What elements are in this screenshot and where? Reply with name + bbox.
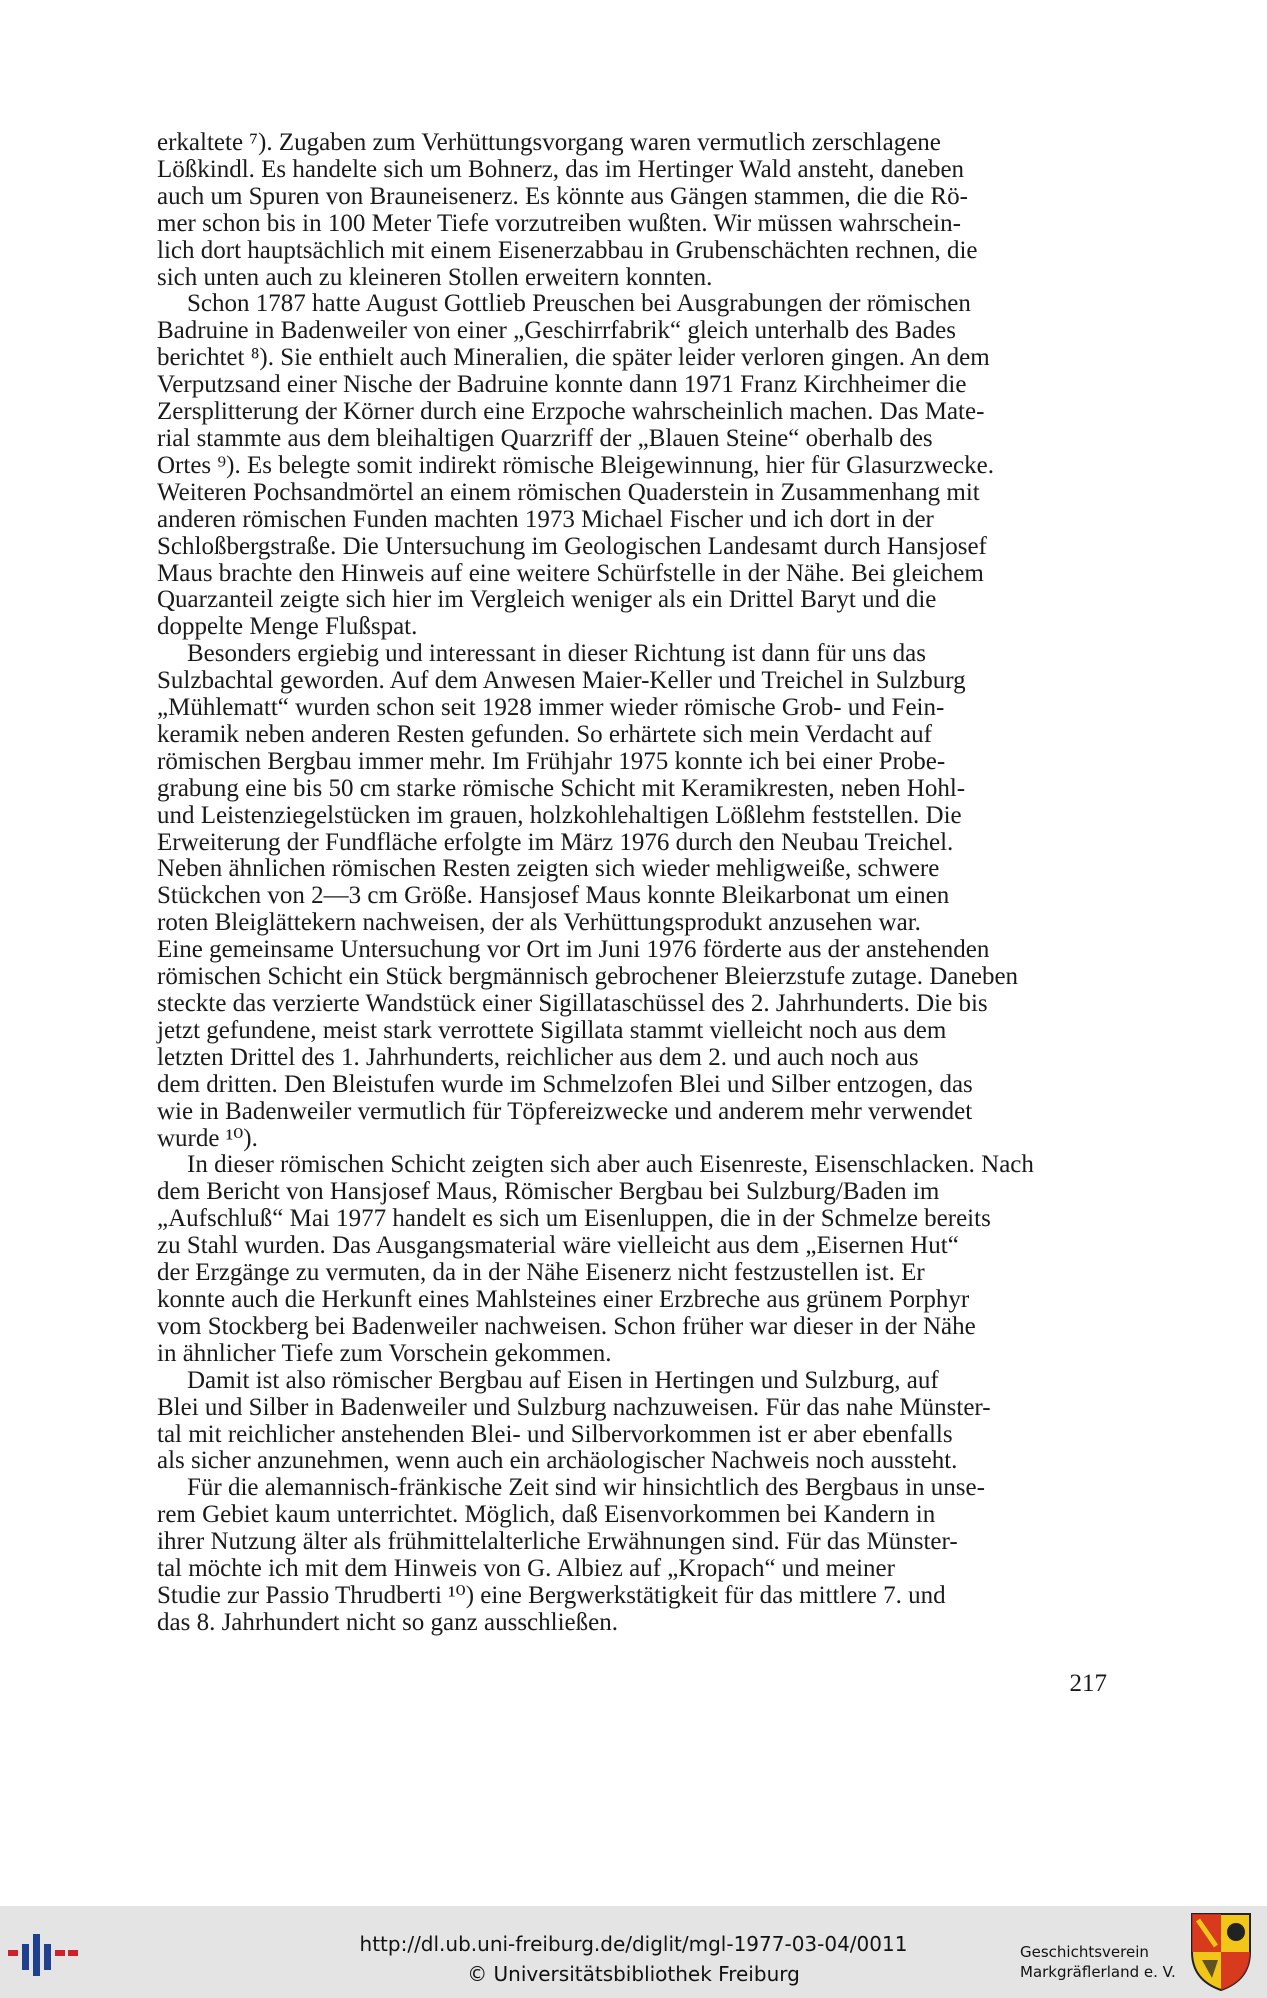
paragraph-1: erkaltete ⁷). Zugaben zum Verhüttungsvorgang waren vermutlich zerschlagene Lößkindl. Es handelte sich um Bohnerz, das im Hertinger Wald ansteht, daneben auch um Spuren von Brauneisenerz. Es könnte aus Gängen stammen, die die Rö- mer schon bis in 100 Meter Tiefe vorzutreiben wußten. Wir müssen wahrschein- lich dort hauptsächlich mit einem Eisenerzabbau in Grubenschächten rechnen, die sich unten auch zu kleineren Stollen erweitern konnten. bbox=[157, 129, 978, 291]
society-name-line-2: Markgräflerland e. V. bbox=[1020, 1963, 1176, 1981]
paragraph-2: Schon 1787 hatte August Gottlieb Preuschen bei Ausgrabungen der römischen Badruine in Badenweiler von einer „Geschirrfabrik“ gleich unterhalb des Bades berichtet ⁸). Sie enthielt auch Mineralien, die später leider verloren gingen. An dem Verputzsand einer Nische der Badruine konnte dann 1971 Franz Kirchheimer die Zersplitterung der Körner durch eine Erzpoche wahrscheinlich machen. Das Mate- rial stammte aus dem bleihaltigen Quarzriff der „Blauen Steine“ oberhalb des Ortes ⁹). Es belegte somit indirekt römische Bleigewinnung, hier für Glasurzwecke. Weiteren Pochsandmörtel an einem römischen Quaderstein in Zusammenhang mit anderen römischen Funden machten 1973 Michael Fischer und ich dort in der Schloßbergstraße. Die Untersuchung im Geologischen Landesamt durch Hansjosef Maus brachte den Hinweis auf eine weitere Schürfstelle in der Nähe. Bei gleichem Quarzanteil zeigte sich hier im Vergleich weniger als ein Drittel Baryt und die doppelte Menge Flußspat. bbox=[157, 290, 994, 641]
society-name-line-1: Geschichtsverein bbox=[1020, 1943, 1149, 1961]
paragraph-3: Besonders ergiebig und interessant in dieser Richtung ist dann für uns das Sulzbachtal geworden. Auf dem Anwesen Maier-Keller und Treichel in Sulzburg „Mühlematt“ wurden schon seit 1928 immer wieder römische Grob- und Fein- keramik neben anderen Resten gefunden. So erhärtete sich mein Verdacht auf römischen Bergbau immer mehr. Im Frühjahr 1975 konnte ich bei einer Probe- grabung eine bis 50 cm starke römische Schicht mit Keramikresten, neben Hohl- und Leistenziegelstücken im grauen, holzkohlehaltigen Lößlehm feststellen. Die Erweiterung der Fundfläche erfolgte im März 1976 durch den Neubau Treichel. Neben ähnlichen römischen Resten zeigten sich wieder mehligweiße, schwere Stückchen von 2—3 cm Größe. Hansjosef Maus konnte Bleikarbonat um einen roten Bleiglättekern nachweisen, der als Verhüttungsprodukt anzusehen war. Eine gemeinsame Untersuchung vor Ort im Juni 1976 förderte aus der anstehenden römischen Schicht ein Stück bergmännisch gebrochener Bleierzstufe zutage. Daneben steckte das verzierte Wandstück einer Sigillataschüssel des 2. Jahrhunderts. Die bis jetzt gefundene, meist stark verrottete Sigillata stammt vielleicht noch aus dem letzten Drittel des 1. Jahrhunderts, reichlicher aus dem 2. und auch noch aus dem dritten. Den Bleistufen wurde im Schmelzofen Blei und Silber entzogen, das wie in Badenweiler vermutlich für Töpfereizwecke und anderem mehr verwendet wurde ¹⁰). bbox=[157, 640, 1019, 1152]
coat-of-arms-icon bbox=[1190, 1912, 1252, 1992]
page-number: 217 bbox=[1069, 1670, 1107, 1697]
society-name bbox=[1020, 1942, 1176, 1982]
copyright-notice: © Universitätsbibliothek Freiburg bbox=[467, 1962, 800, 1986]
paragraph-6: Für die alemannisch-fränkische Zeit sind wir hinsichtlich des Bergbaus in unse- rem Gebiet kaum unterrichtet. Möglich, daß Eisenvorkommen bei Kandern in ihrer Nutzung älter als frühmittelalterliche Erwähnungen sind. Für das Münster- tal möchte ich mit dem Hinweis von G. Albiez auf „Kropach“ und meiner Studie zur Passio Thrudberti ¹⁰) eine Bergwerkstätigkeit für das mittlere 7. und das 8. Jahrhundert nicht so ganz ausschließen. bbox=[157, 1474, 985, 1636]
paragraph-4: In dieser römischen Schicht zeigten sich aber auch Eisenreste, Eisenschlacken. Nach dem Bericht von Hansjosef Maus, Römischer Bergbau bei Sulzburg/Baden im „Aufschluß“ Mai 1977 handelt es sich um Eisenluppen, die in der Schmelze bereits zu Stahl wurden. Das Ausgangsmaterial wäre vielleicht aus dem „Eisernen Hut“ der Erzgänge zu vermuten, da in der Nähe Eisenerz nicht festzustellen ist. Er konnte auch die Herkunft eines Mahlsteines einer Erzbreche aus grünem Porphyr vom Stockberg bei Badenweiler nachweisen. Schon früher war dieser in der Nähe in ähnlicher Tiefe zum Vorschein gekommen. bbox=[157, 1151, 1034, 1367]
paragraph-5: Damit ist also römischer Bergbau auf Eisen in Hertingen und Sulzburg, auf Blei und Silber in Badenweiler und Sulzburg nachzuweisen. Für das nahe Münster- tal mit reichlicher anstehenden Blei- und Silbervorkommen ist er aber ebenfalls als sicher anzunehmen, wenn auch ein archäologischer Nachweis noch aussteht. bbox=[157, 1366, 991, 1475]
footer-bar bbox=[0, 1906, 1267, 1998]
permalink-url[interactable]: http://dl.ub.uni-freiburg.de/diglit/mgl-1977-03-04/0011 bbox=[359, 1932, 908, 1956]
page-body-text bbox=[157, 130, 1105, 1637]
